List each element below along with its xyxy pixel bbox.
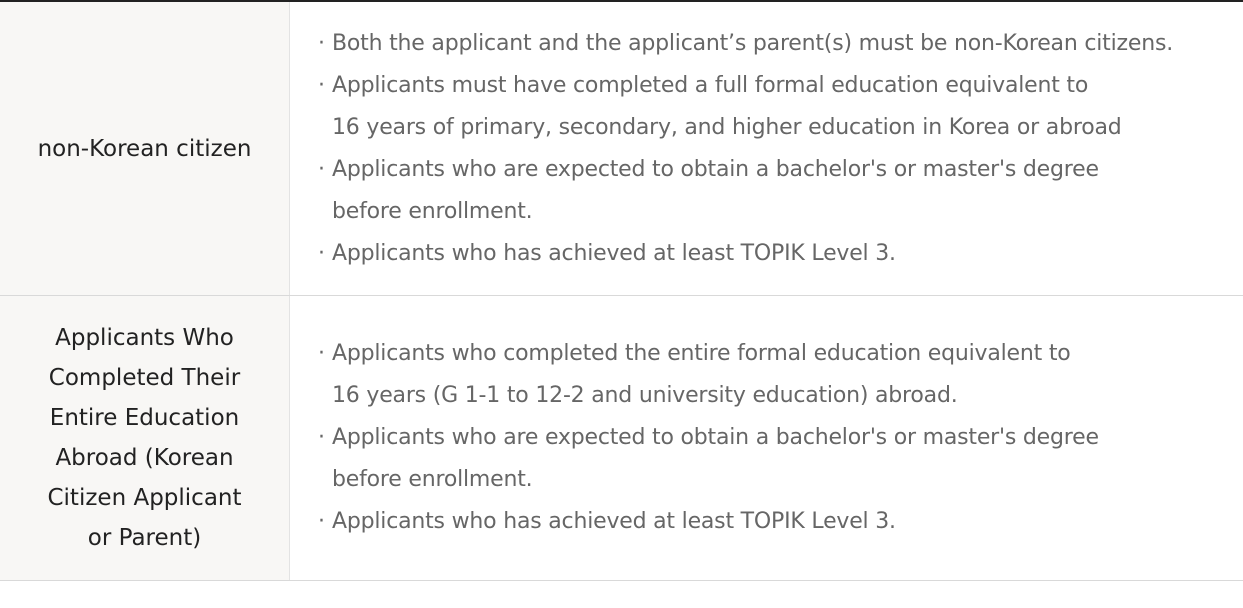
- row-heading-line: Entire Education: [49, 405, 240, 431]
- bullet: ·: [318, 425, 325, 450]
- list-item-text: 16 years of primary, secondary, and higher education in Korea or abroad: [332, 114, 1122, 140]
- row-heading-line: Citizen Applicant: [47, 485, 242, 511]
- bullet: ·: [318, 341, 325, 366]
- list-item-text: before enrollment.: [332, 467, 533, 492]
- list-item: [318, 65, 1243, 149]
- list-item-text: before enrollment.: [332, 198, 533, 224]
- list-item: [318, 149, 1243, 233]
- list-item: [318, 23, 1243, 65]
- list-item-text: Applicants who are expected to obtain a bachelor's or master's degree: [332, 156, 1099, 182]
- row-heading-line: Completed Their: [48, 365, 241, 391]
- list-item-text: Applicants who has achieved at least TOPIK Level 3.: [332, 240, 896, 266]
- row-heading: [0, 296, 290, 580]
- row-heading-line: Abroad (Korean: [55, 445, 234, 471]
- list-item-text: Both the applicant and the applicant’s parent(s) must be non-Korean citizens.: [332, 30, 1173, 56]
- table-row-non-korean-citizen: [0, 2, 1243, 296]
- bullet: ·: [318, 156, 325, 182]
- row-description: [290, 296, 1243, 580]
- list-item-text: Applicants who completed the entire formal education equivalent to: [332, 341, 1071, 366]
- bullet: ·: [318, 509, 325, 534]
- list-item: [318, 333, 1243, 417]
- bullet: ·: [318, 30, 325, 56]
- row-heading-line: Applicants Who: [55, 325, 234, 351]
- bullet: ·: [318, 240, 325, 266]
- list-item-text: 16 years (G 1-1 to 12-2 and university education) abroad.: [332, 383, 958, 408]
- row-heading-line: non-Korean citizen: [37, 135, 252, 162]
- list-item-text: Applicants who has achieved at least TOPIK Level 3.: [332, 509, 896, 534]
- row-heading-line: or Parent): [87, 525, 202, 551]
- list-item: [318, 233, 1243, 275]
- list-item: [318, 417, 1243, 501]
- row-heading: [0, 2, 290, 295]
- list-item-text: Applicants must have completed a full formal education equivalent to: [332, 72, 1089, 98]
- list-item-text: Applicants who are expected to obtain a bachelor's or master's degree: [332, 425, 1099, 450]
- list-item: [318, 501, 1243, 543]
- bullet: ·: [318, 72, 325, 98]
- row-description: [290, 2, 1243, 295]
- table-row-abroad-education: [0, 296, 1243, 581]
